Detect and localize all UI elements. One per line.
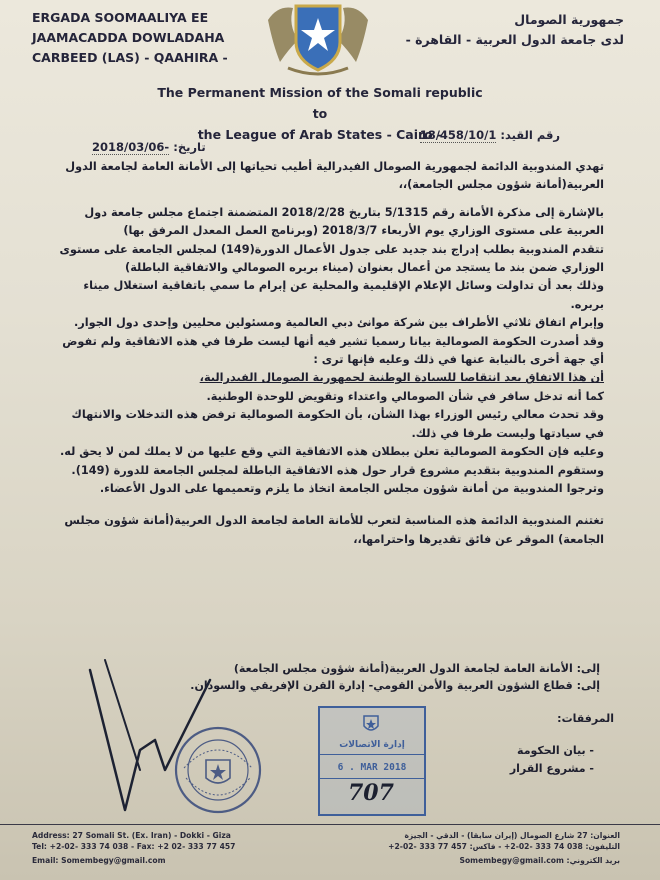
reference-label: رقم القيد: — [500, 128, 560, 142]
body-paragraph: تهدي المندوبية الدائمة لجمهورية الصومال الفيدرالية أطيب تحياتها إلى الأمانة العامة لجامعة الدول العربية(أمانة شؤون مجلس الجامعة)،، — [65, 160, 604, 192]
attachments-label: المرفقات: — [557, 712, 614, 725]
official-round-seal — [172, 724, 264, 816]
footer-arabic — [350, 830, 620, 866]
recipient-line: إلى: الأمانة العامة لجامعة الدول العربية(أمانة شؤون مجلس الجامعة) — [233, 662, 600, 675]
body-paragraph: وقد تحدث معالي رئيس الوزراء بهذا الشأن، بأن الحكومة الصومالية ترفض هذه التدخلات والانتهاك في سيادتها وليست طرفا في ذلك. — [71, 408, 604, 440]
recipient-line: إلى: قطاع الشؤون العربية والأمن القومي- إدارة القرن الإفريقي والسودان. — [190, 679, 600, 692]
letterhead-somali-line: JAAMACADDA DOWLADAHA — [32, 30, 225, 45]
body-paragraph: وقد أصدرت الحكومة الصومالية بيانا رسميا تشير فيه أنها ليست طرفا في هذه الاتفاقية ولم تفوض أي جهة أخرى بالنيابة عنها في ذلك وعليه فإنها ترى : — [62, 334, 604, 367]
attachments — [454, 710, 614, 778]
body-paragraph: أن هذا الاتفاق يعد انتقاصا للسيادة الوطنية لجمهورية الصومال الفيدرالية، — [199, 371, 604, 385]
body-paragraph: وعليه فإن الحكومة الصومالية تعلن ببطلان هذه الاتفاقية التي وقع عليها من لا يملك لمن لا يحق له. — [59, 445, 604, 459]
date-label: تاريخ: — [173, 140, 206, 154]
reference-number — [420, 128, 560, 142]
reference-date — [92, 140, 206, 154]
letterhead-arabic-line: جمهورية الصومال — [514, 12, 624, 27]
letterhead-somali — [32, 8, 228, 68]
footer-email: Email: Somembegy@gmail.com — [32, 856, 166, 865]
body-paragraph: وستقوم المندوبية بتقديم مشروع قرار حول هذه الاتفاقية الباطلة لمجلس الجامعة للدورة (149). — [71, 463, 604, 477]
letterhead-somali-line: CARBEED (LAS) - QAAHIRA - — [32, 50, 228, 65]
received-stamp — [318, 706, 426, 816]
body-paragraph: وترجوا المندوبية من أمانة شؤون مجلس الجامعة اتخاذ ما يلزم وتعميمها على الدول الأعضاء. — [99, 481, 604, 495]
body-paragraph: بالإشارة إلى مذكرة الأمانة رقم 5/1315 بتاريخ 2018/2/28 المتضمنة اجتماع مجلس جامعة دول العربية على مستوى الوزاري يوم الأربعاء 2018/3/7 (وبرنامج العمل المعدل المرفق بها) — [84, 205, 604, 238]
body-paragraph: وإبرام اتفاق ثلاثي الأطراف بين شركة موانئ دبي العالمية ومسئولين محليين وإحدى دول الجوار. — [74, 316, 604, 330]
reference-value: 18/458/10/1 — [419, 128, 497, 142]
footer-divider — [0, 824, 660, 825]
footer-phone-ar: التليفون: 038 74 333 -02-2+ - فاكس: 457 77 333 -02-2+ — [388, 842, 620, 851]
letter-body — [49, 158, 604, 549]
stamp-emblem-icon — [356, 712, 386, 738]
footer-address: Address: 27 Somali St. (Ex. Iran) - Dokki - Giza — [32, 831, 231, 840]
letterhead-arabic — [384, 10, 624, 50]
stamp-date: 6 . MAR 2018 — [337, 762, 407, 773]
attachment-item: - بيان الحكومة — [517, 744, 594, 757]
body-paragraph: تتقدم المندوبية بطلب إدراج بند جديد على جدول الأعمال الدورة(149) لمجلس الجامعة على مستوى الوزاري ضمن بند ما يستجد من أعمال بعنوان (ميناء بربره الصومالي والاتفاقية الباطلة) — [59, 242, 604, 275]
attachment-item: - مشروع القرار — [509, 762, 594, 775]
closing-paragraph: تغتنم المندوبية الدائمة هذه المناسبة لتعرب للأمانة العامة لجامعة الدول العربية(أمانة شؤون مجلس الجامعة) الموقر عن فائق تقديرها واحترامها،، — [64, 514, 604, 546]
stamp-handwritten-number: 707 — [348, 780, 394, 806]
coat-of-arms-emblem — [258, 0, 378, 78]
footer-address-ar: العنوان: 27 شارع الصومال (إيران سابقا) - الدقي - الجيزة — [404, 831, 620, 840]
footer-english — [32, 830, 292, 866]
mission-title-line: the League of Arab States - Cairo - — [197, 127, 443, 142]
date-value: -2018/03/06 — [92, 140, 170, 154]
footer-email-ar: بريد الكتروني: Somembegy@gmail.com — [459, 856, 620, 865]
body-paragraph: كما أنه تدخل سافر في شأن الصومالي واعتداء وتقويض للوحدة الوطنية. — [206, 389, 604, 403]
stamp-office: إدارة الاتصالات — [339, 740, 405, 750]
footer-phone: Tel: +2-02- 333 74 038 - Fax: +2 02- 333 77 457 — [32, 842, 236, 851]
mission-title-line: The Permanent Mission of the Somali republic to — [157, 85, 483, 121]
letterhead-arabic-line: لدى جامعة الدول العربية - القاهرة - — [405, 32, 624, 47]
letterhead-somali-line: ERGADA SOOMAALIYA EE — [32, 10, 209, 25]
body-paragraph: وذلك بعد أن تداولت وسائل الإعلام الإقليمية والمحلية عن إبرام ما سمي باتفاقية استغلال ميناء بربره. — [83, 279, 604, 311]
